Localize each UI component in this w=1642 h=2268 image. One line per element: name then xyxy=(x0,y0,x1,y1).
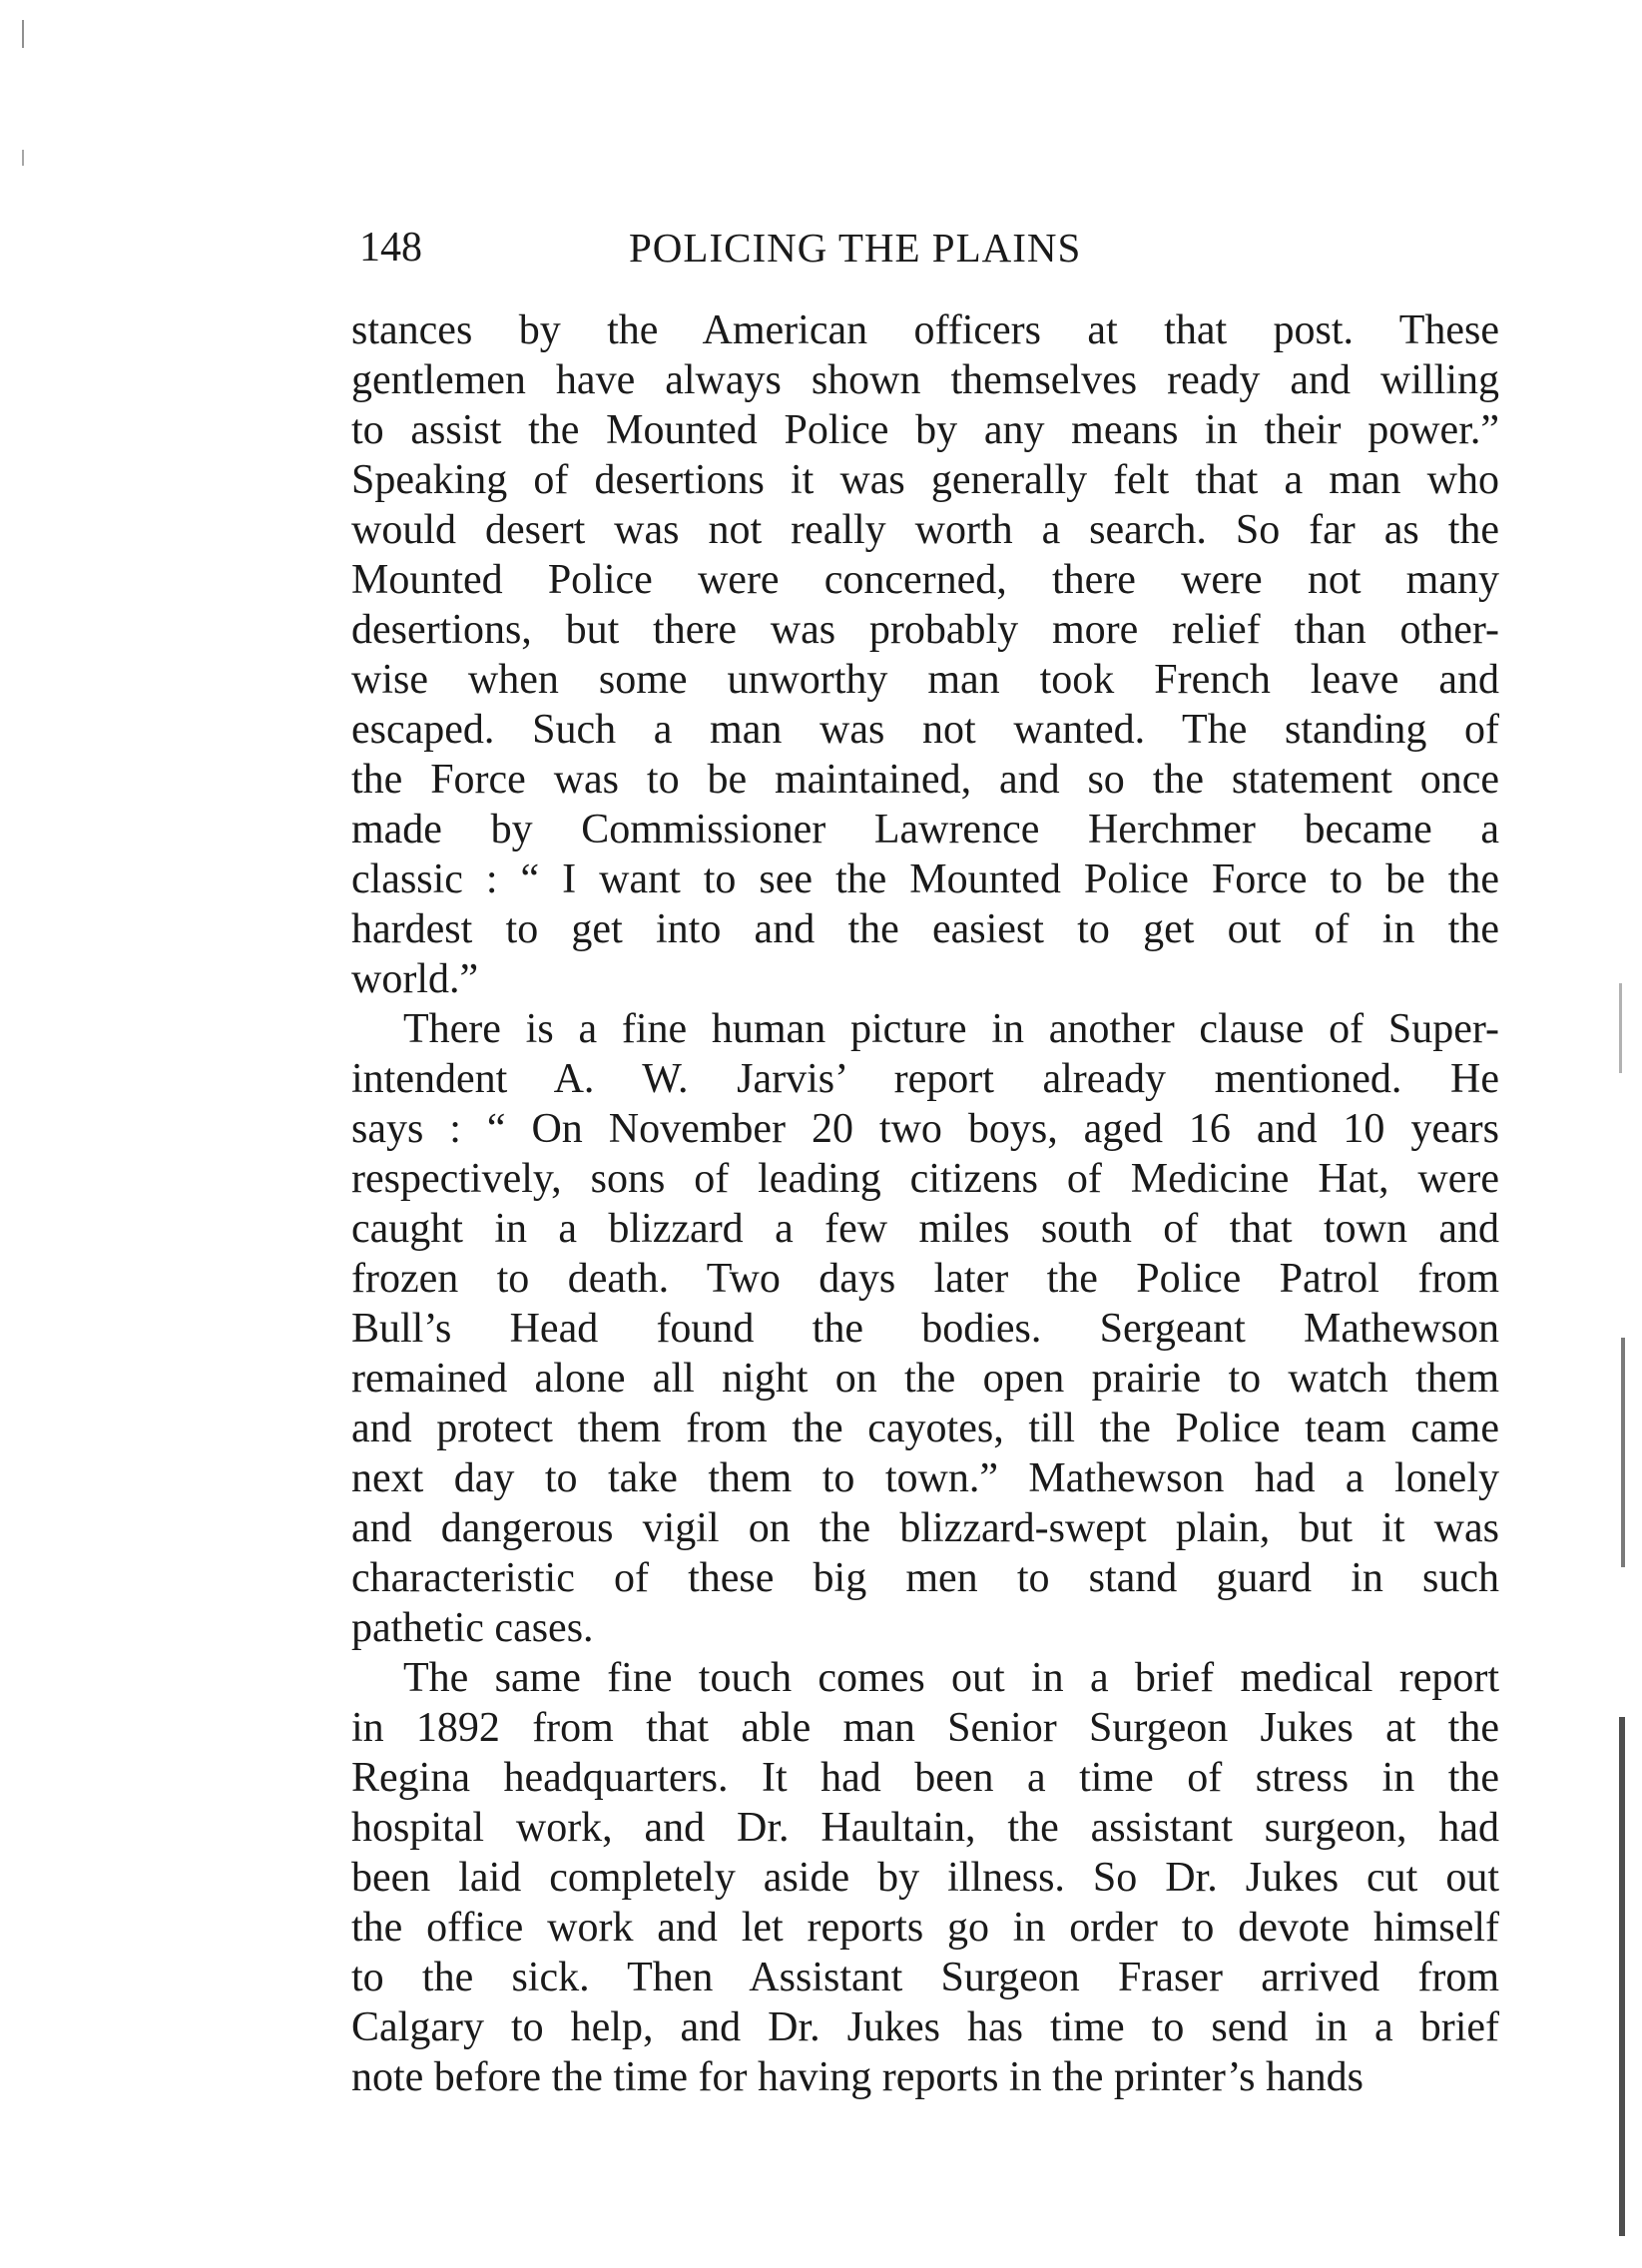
text-line: intendent A. W. Jarvis’ report already mentioned. He xyxy=(351,1056,1499,1102)
text-line: frozen to death. Two days later the Police Patrol from xyxy=(351,1256,1499,1302)
text-line: The same fine touch comes out in a brief medical report xyxy=(403,1655,1499,1701)
text-line: wise when some unworthy man took French leave and xyxy=(351,657,1499,703)
text-line: gentlemen have always shown themselves ready and willing xyxy=(351,357,1499,403)
paragraph xyxy=(351,1653,1499,2102)
text-line: says : “ On November 20 two boys, aged 16 and 10 years xyxy=(351,1106,1499,1152)
text-line: world.” xyxy=(351,956,479,1002)
text-line: Calgary to help, and Dr. Jukes has time to send in a brief xyxy=(351,2004,1499,2050)
page-number: 148 xyxy=(359,225,422,271)
text-line: Bull’s Head found the bodies. Sergeant Mathewson xyxy=(351,1306,1499,1352)
text-line: been laid completely aside by illness. So Dr. Jukes cut out xyxy=(351,1855,1499,1901)
text-line: caught in a blizzard a few miles south of that town and xyxy=(351,1206,1499,1252)
text-line: Speaking of desertions it was generally felt that a man who xyxy=(351,457,1499,503)
text-line: desertions, but there was probably more relief than other- xyxy=(351,607,1499,653)
text-line: to assist the Mounted Police by any means in their power.” xyxy=(351,407,1499,453)
text-line: to the sick. Then Assistant Surgeon Fraser arrived from xyxy=(351,1955,1499,2000)
scan-edge-mark xyxy=(1619,1717,1625,2236)
text-line: hardest to get into and the easiest to get out of in the xyxy=(351,906,1499,952)
text-line: characteristic of these big men to stand guard in such xyxy=(351,1555,1499,1601)
scan-edge-mark xyxy=(1621,1338,1625,1567)
text-line: There is a fine human picture in another clause of Super- xyxy=(403,1006,1499,1052)
body-text xyxy=(351,305,1499,2102)
text-line: in 1892 from that able man Senior Surgeon Jukes at the xyxy=(351,1705,1499,1751)
text-line: Mounted Police were concerned, there were not many xyxy=(351,557,1499,603)
paragraph xyxy=(351,305,1499,1004)
text-line: stances by the American officers at that post. These xyxy=(351,307,1499,353)
text-line: would desert was not really worth a search. So far as the xyxy=(351,507,1499,553)
scan-edge-mark xyxy=(22,150,24,166)
text-line: made by Commissioner Lawrence Herchmer became a xyxy=(351,807,1499,852)
paragraph xyxy=(351,1004,1499,1653)
scan-edge-mark xyxy=(1619,983,1622,1073)
running-title: POLICING THE PLAINS xyxy=(629,225,1082,271)
text-line: the Force was to be maintained, and so the statement once xyxy=(351,757,1499,803)
text-line: respectively, sons of leading citizens of Medicine Hat, were xyxy=(351,1156,1499,1202)
text-line: Regina headquarters. It had been a time of stress in the xyxy=(351,1755,1499,1801)
text-line: pathetic cases. xyxy=(351,1605,594,1651)
text-line: the office work and let reports go in order to devote himself xyxy=(351,1905,1499,1951)
text-line: note before the time for having reports in the printer’s hands xyxy=(351,2054,1364,2100)
text-line: and dangerous vigil on the blizzard-swept plain, but it was xyxy=(351,1505,1499,1551)
text-line: classic : “ I want to see the Mounted Police Force to be the xyxy=(351,856,1499,902)
text-line: escaped. Such a man was not wanted. The standing of xyxy=(351,707,1499,753)
scan-edge-mark xyxy=(22,20,24,48)
text-line: and protect them from the cayotes, till the Police team came xyxy=(351,1406,1499,1451)
text-line: next day to take them to town.” Mathewson had a lonely xyxy=(351,1455,1499,1501)
running-head xyxy=(359,218,1507,278)
text-line: remained alone all night on the open prairie to watch them xyxy=(351,1356,1499,1402)
text-line: hospital work, and Dr. Haultain, the assistant surgeon, had xyxy=(351,1805,1499,1851)
